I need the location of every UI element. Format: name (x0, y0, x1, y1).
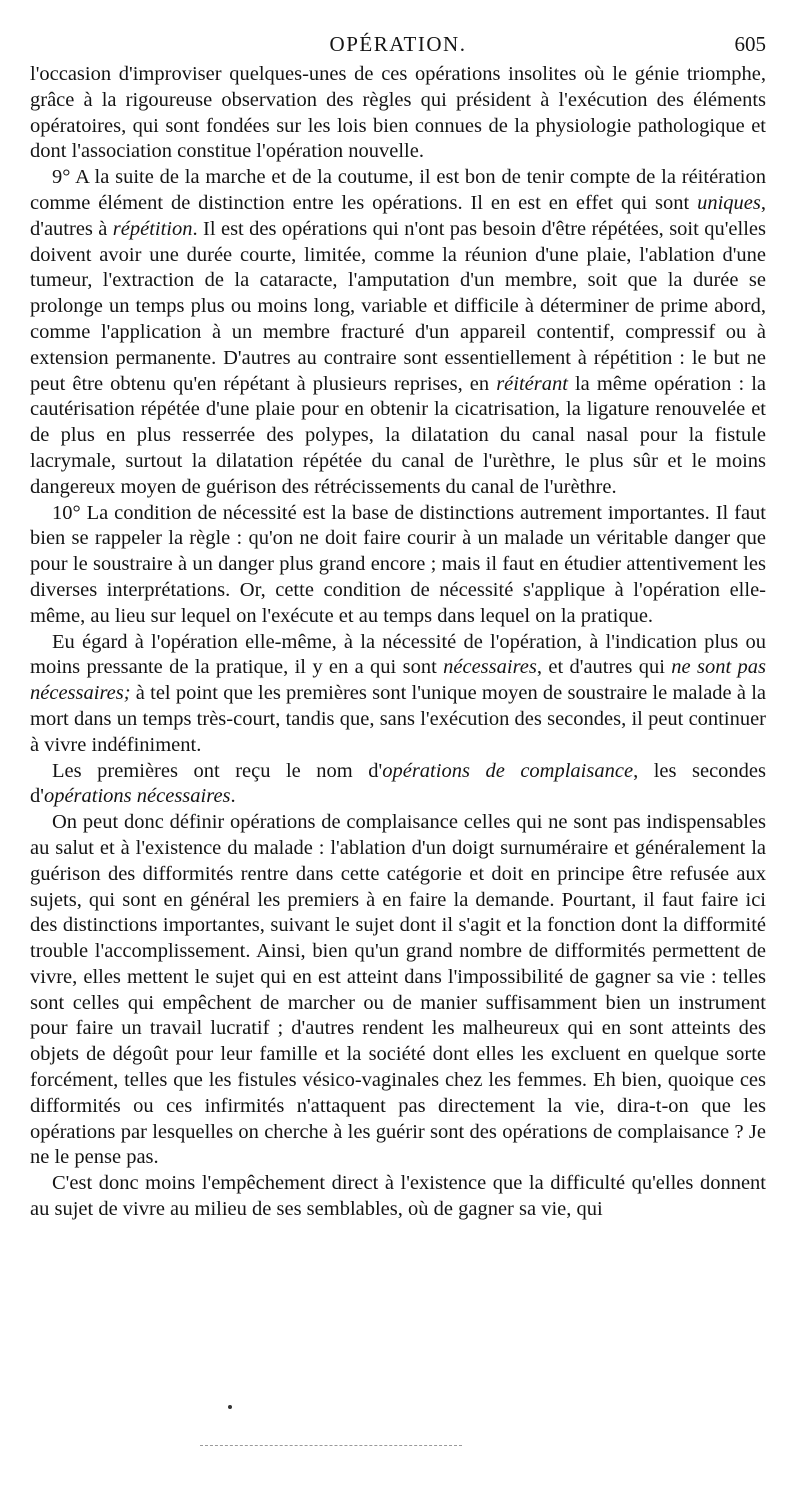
italic-text: nécessaires (443, 656, 537, 679)
body-text (30, 62, 766, 1223)
paragraph (30, 810, 766, 1171)
paragraph (30, 62, 766, 165)
text-run: On peut donc définir opérations de complaisance celles qui ne sont pas indispensables au salut et à l'existence du malade : l'ablation d'un doigt surnuméraire et généralement la guérison des difformités rentre dans cette catégorie et doit en principe être refusée aux sujets, qui sont en général les premiers à en faire la demande. Pourtant, il faut faire ici des distinctions importantes, suivant le sujet dont il s'agit et la fonction dont la difformité trouble l'accomplissement. Ainsi, bien qu'un grand nombre de difformités permettent de vivre, elles mettent le sujet qui en est atteint dans l'impossibilité de gagner sa vie : telles sont celles qui empêchent de marcher ou de manier suffisamment bien un instrument pour faire un travail lucratif ; d'autres rendent les malheureux qui en sont atteints des objets de dégoût pour leur famille et la société dont elles les excluent en quelque sorte forcément, telles que les fistules vésico-vaginales chez les femmes. Eh bien, quoique ces difformités ou ces infirmités n'attaquent pas directement la vie, dira-t-on que les opérations par lesquelles on cherche à les guérir sont des opérations de complaisance ? Je ne le pense pas. (30, 811, 766, 1169)
text-run: , les secondes d' (30, 759, 767, 808)
italic-text: ne sont pas nécessaires; (30, 656, 766, 705)
ink-speck (228, 1405, 232, 1409)
italic-text: opérations nécessaires (43, 785, 231, 808)
text-run: la même opération : la cautérisation répétée d'une plaie pour en obtenir la cicatrisation, la ligature renouvelée et de plus en plus resserrée des polypes, la dilatation du canal nasal pour la fistule lacrymale, surtout la dilatation répétée du canal de l'urèthre, le plus sûr et le moins dangereux moyen de guérison des rétrécissements du canal de l'urèthre. (30, 372, 766, 498)
text-run: l'occasion d'improviser quelques-unes de ces opérations insolites où le génie triomphe, grâce à la rigoureuse observation des règles qui président à l'exécution des éléments opératoires, qui sont fondées sur les lois bien connues de la physiologie pathologique et dont l'association constitue l'opération nouvelle. (30, 63, 766, 163)
paragraph (30, 630, 766, 759)
paragraph (30, 501, 766, 630)
running-header (30, 28, 766, 62)
text-run: à tel point que les premières sont l'unique moyen de soustraire le malade à la mort dans un temps très-court, tandis que, sans l'exécution des secondes, il peut continuer à vivre indéfiniment. (30, 682, 766, 756)
italic-text: opérations de complaisance (382, 759, 634, 782)
paragraph (30, 1171, 766, 1223)
footer-rule (200, 1445, 462, 1446)
text-run: 9° A la suite de la marche et de la coutume, il est bon de tenir compte de la réitération comme élément de distinction entre les opérations. Il en est en effet qui sont (30, 166, 766, 214)
italic-text: uniques (697, 191, 761, 214)
text-run: 10° La condition de nécessité est la base de distinctions autrement importantes. Il faut bien se rappeler la règle : qu'on ne doit faire courir à un malade un véritable danger que pour le soustraire à un danger plus grand encore ; mais il faut en étudier attentivement les diverses interprétations. Or, cette condition de nécessité s'applique à l'opération elle-même, au lieu sur lequel on l'exécute et au temps dans lequel on la pratique. (30, 501, 766, 627)
book-page (30, 28, 766, 1223)
paragraph (30, 165, 766, 500)
italic-text: répétition (112, 217, 193, 240)
text-run: Les premières ont reçu le nom d' (52, 759, 383, 782)
running-title: OPÉRATION. (329, 32, 467, 56)
text-run: . Il est des opérations qui n'ont pas besoin d'être répétées, soit qu'elles doivent avoir une durée courte, limitée, comme la réunion d'une plaie, l'ablation d'une tumeur, l'extraction de la cataracte, l'amputation d'un membre, soit que la durée se prolonge un temps plus ou moins long, variable et difficile à déterminer de prime abord, comme l'application à un membre fracturé d'un appareil contentif, compressif ou à extension permanente. D'autres au contraire sont essentiellement à répétition : le but ne peut être obtenu qu'en répétant à plusieurs reprises, en (30, 217, 766, 395)
text-run: , et d'autres qui (536, 656, 672, 679)
text-run: , d'autres à (30, 191, 766, 240)
italic-text: réitérant (496, 372, 568, 395)
paragraph (30, 759, 766, 811)
text-run: C'est donc moins l'empêchement direct à l'existence que la difficulté qu'elles donnent au sujet de vivre au milieu de ses semblables, où de gagner sa vie, qui (30, 1172, 766, 1221)
text-run: . (230, 785, 236, 808)
text-run: Eu égard à l'opération elle-même, à la nécessité de l'opération, à l'indication plus ou moins pressante de la pratique, il y en a qui sont (30, 630, 766, 679)
page-number: 605 (734, 32, 766, 56)
